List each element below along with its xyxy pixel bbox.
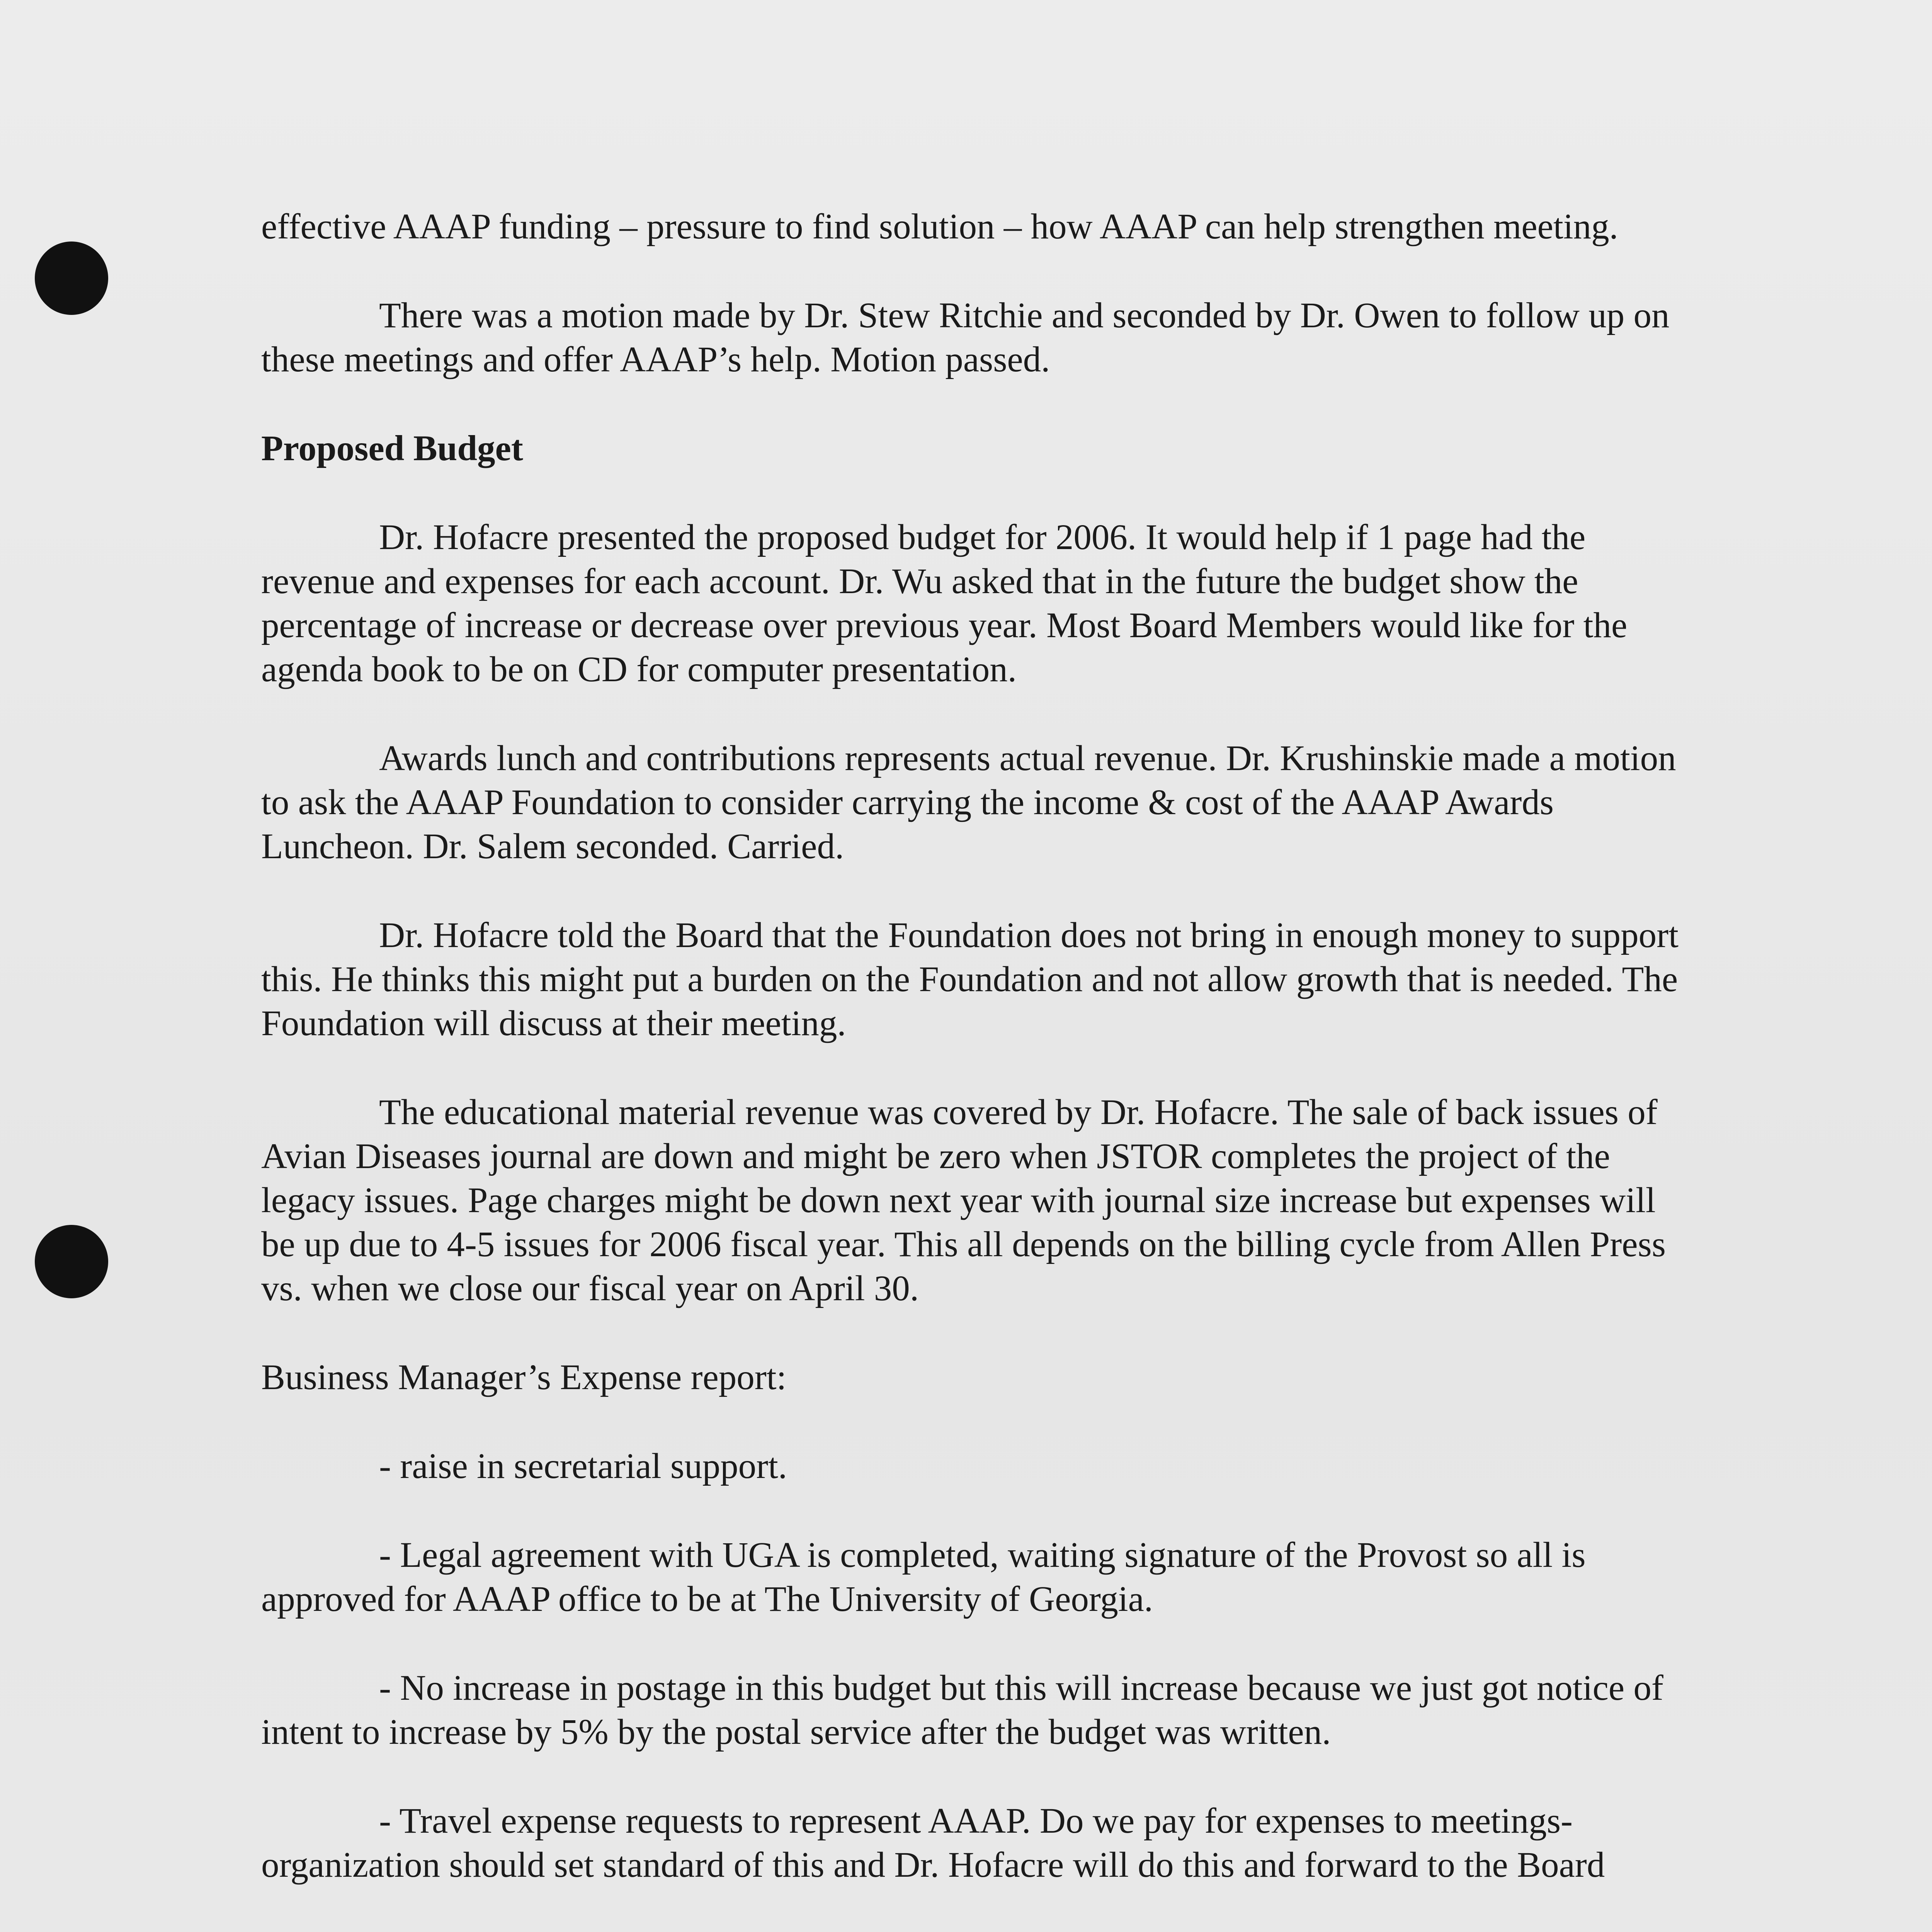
paragraph-awards-lunch: Awards lunch and contributions represents actual revenue. Dr. Krushinskie made a motion to ask the AAAP Foundation to consider carrying the income & cost of the AAAP Awards Luncheon. Dr. Salem seconded. Carried. <box>261 738 1676 866</box>
paragraph-motion-ritchie: There was a motion made by Dr. Stew Ritchie and seconded by Dr. Owen to follow up on these meetings and offer AAAP’s help. Motion passed. <box>261 296 1670 379</box>
section-heading-proposed-budget: Proposed Budget <box>261 429 523 468</box>
punch-hole-middle <box>35 1225 108 1298</box>
expense-report <box>261 1355 1691 1932</box>
paragraph-foundation: Dr. Hofacre told the Board that the Foundation does not bring in enough money to support this. He thinks this might put a burden on the Foundation and not allow growth that is needed. The Foundation will discuss at their meeting. <box>261 915 1679 1043</box>
paragraph-budget-presentation: Dr. Hofacre presented the proposed budget for 2006. It would help if 1 page had the revenue and expenses for each account. Dr. Wu asked that in the future the budget show the percentage of increase or decrease over previous year. Most Board Members would like for the agenda book to be on CD for computer presentation. <box>261 517 1628 689</box>
expense-report-item: - Travel expense requests to represent AAAP. Do we pay for expenses to meetings- organization should set standard of this and Dr. Hofacre will do this and forward to the Board <box>261 1801 1605 1885</box>
expense-report-item: - No increase in postage in this budget but this will increase because we just got notice of intent to increase by 5% by the postal service after the budget was written. <box>261 1668 1663 1752</box>
expense-report-item: - Legal agreement with UGA is completed, waiting signature of the Provost so all is approved for AAAP office to be at The University of Georgia. <box>261 1535 1586 1619</box>
paragraph-educational-revenue: The educational material revenue was covered by Dr. Hofacre. The sale of back issues of Avian Diseases journal are down and might be zero when JSTOR completes the project of the legacy issues. Page charges might be down next year with journal size increase but expenses will be up due to 4-5 issues for 2006 fiscal year. This all depends on the billing cycle from Allen Press vs. when we close our fiscal year on April 30. <box>261 1092 1666 1308</box>
document-body <box>261 205 1691 1932</box>
expense-report-item: - raise in secretarial support. <box>379 1446 787 1486</box>
paragraph-funding: effective AAAP funding – pressure to find solution – how AAAP can help strengthen meeting. <box>261 207 1618 247</box>
punch-hole-top <box>35 242 108 315</box>
expense-report-title: Business Manager’s Expense report: <box>261 1357 787 1397</box>
